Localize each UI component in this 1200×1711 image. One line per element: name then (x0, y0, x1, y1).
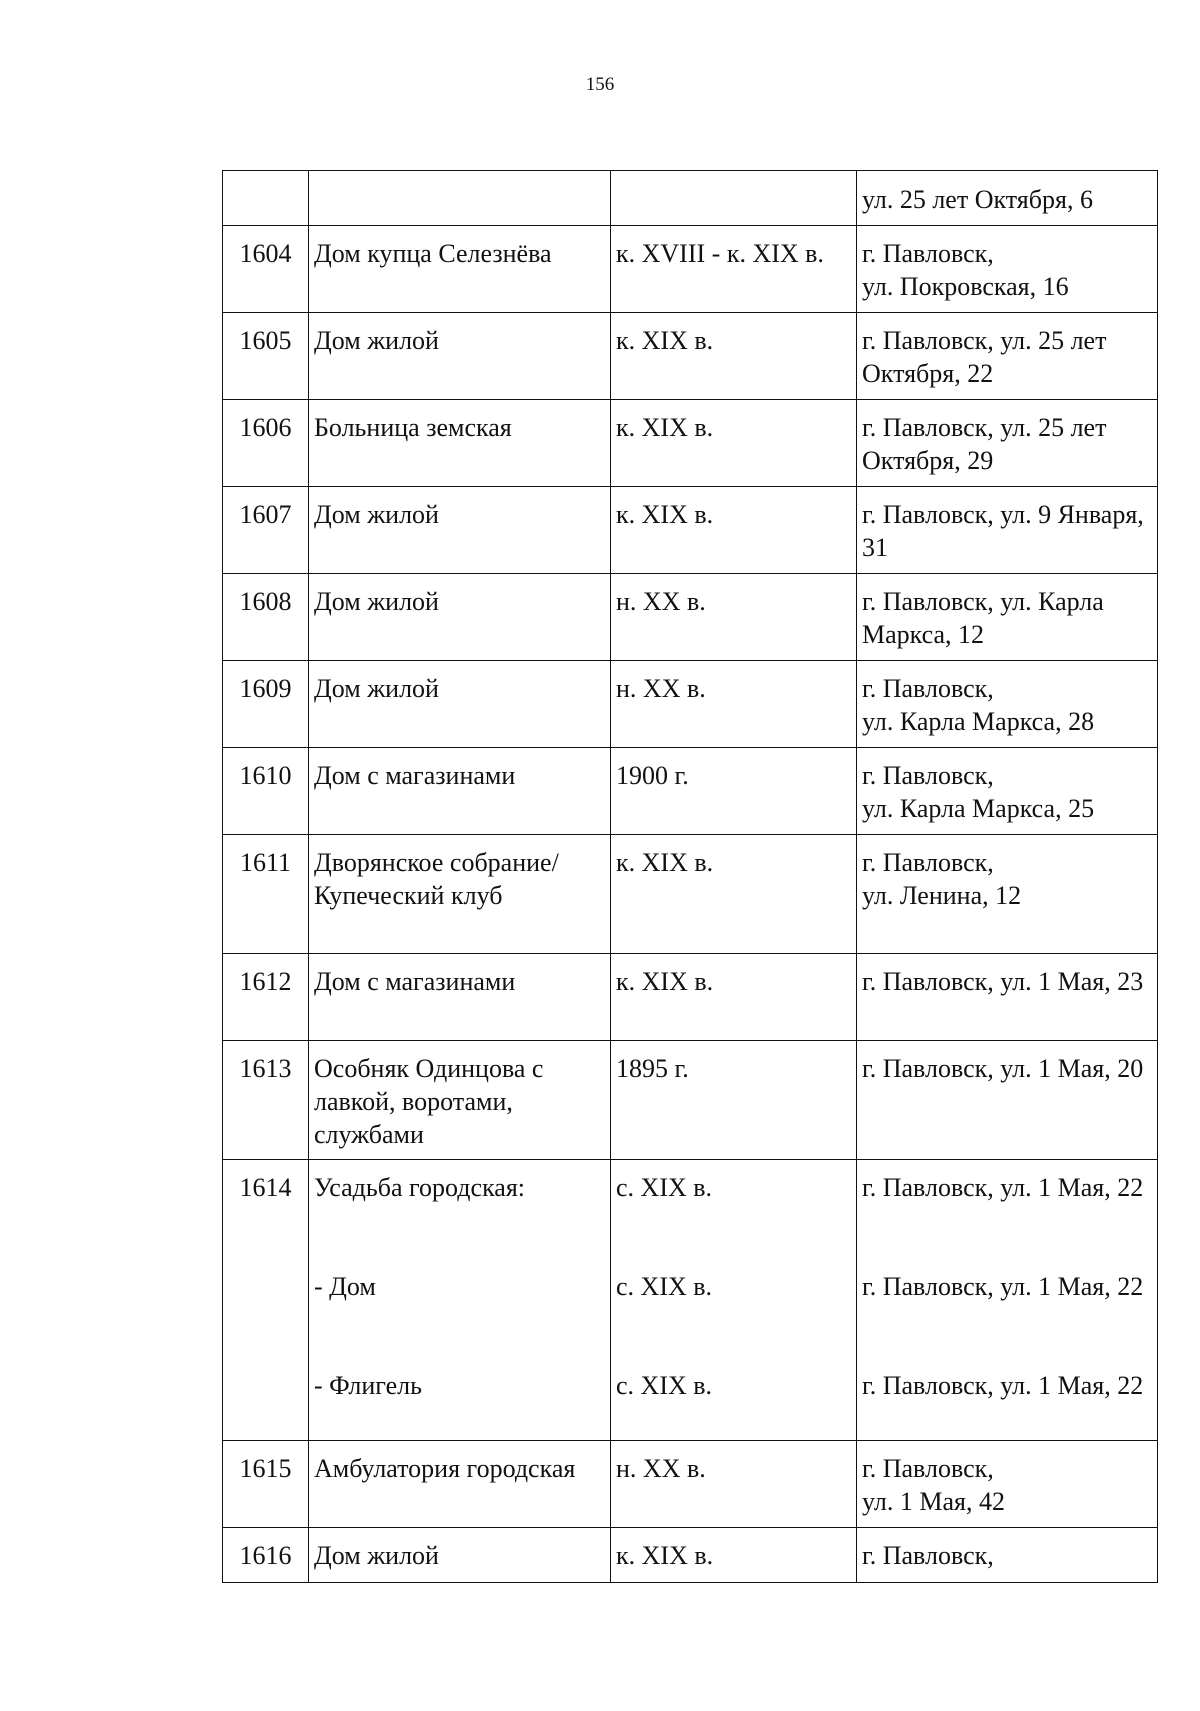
sub-item-address: г. Павловск, ул. 1 Мая, 22 (862, 1272, 1144, 1301)
cell-number: 1608 (223, 574, 309, 661)
cell-date: н. XX в. (611, 1441, 857, 1528)
table-row (223, 487, 1158, 574)
table-row (223, 313, 1158, 400)
table-row (223, 748, 1158, 835)
cell-name: Больница земская (309, 400, 611, 487)
cell-date: к. XIX в. (611, 835, 857, 954)
cell-number: 1612 (223, 954, 309, 1041)
cell-date: 1900 г. (611, 748, 857, 835)
cell-number: 1610 (223, 748, 309, 835)
cell-date (611, 1160, 857, 1441)
cell-address: ул. 25 лет Октября, 6 (857, 171, 1158, 226)
page-number: 156 (585, 74, 615, 95)
cell-date: к. XIX в. (611, 1528, 857, 1583)
cell-name: Дворянское собрание/Купеческий клуб (309, 835, 611, 954)
table-row (223, 171, 1158, 226)
table-row (223, 574, 1158, 661)
cell-date: к. XVIII - к. XIX в. (611, 226, 857, 313)
cell-number (223, 171, 309, 226)
table-row (223, 400, 1158, 487)
cell-number: 1616 (223, 1528, 309, 1583)
sub-item-name: Усадьба городская: (314, 1173, 526, 1202)
table-row (223, 1041, 1158, 1160)
cell-name (309, 171, 611, 226)
cell-name: Дом жилой (309, 313, 611, 400)
cell-address: г. Павловск, ул. Покровская, 16 (857, 226, 1158, 313)
sub-item-date: с. XIX в. (616, 1272, 713, 1301)
cell-name: Амбулатория городская (309, 1441, 611, 1528)
table-row (223, 1528, 1158, 1583)
cell-name: Дом жилой (309, 1528, 611, 1583)
sub-item-date: с. XIX в. (616, 1371, 713, 1400)
cell-name: Дом купца Селезнёва (309, 226, 611, 313)
cell-date: 1895 г. (611, 1041, 857, 1160)
cell-address: г. Павловск, ул. Карла Маркса, 28 (857, 661, 1158, 748)
cell-number: 1614 (223, 1160, 309, 1441)
sub-item-name: - Дом (314, 1272, 376, 1301)
cell-address: г. Павловск, ул. Карла Маркса, 12 (857, 574, 1158, 661)
cell-name: Особняк Одинцова с лавкой, воротами, службами (309, 1041, 611, 1160)
cell-address: г. Павловск, ул. 9 Января, 31 (857, 487, 1158, 574)
cell-number: 1607 (223, 487, 309, 574)
cell-date: к. XIX в. (611, 313, 857, 400)
sub-item-date: с. XIX в. (616, 1173, 713, 1202)
table-row (223, 954, 1158, 1041)
cell-number: 1605 (223, 313, 309, 400)
cell-number: 1604 (223, 226, 309, 313)
cell-address: г. Павловск, ул. 1 Мая, 23 (857, 954, 1158, 1041)
cell-address: г. Павловск, ул. 1 Мая, 42 (857, 1441, 1158, 1528)
cell-number: 1613 (223, 1041, 309, 1160)
cell-name: Дом с магазинами (309, 748, 611, 835)
cell-address: г. Павловск, ул. 25 лет Октября, 22 (857, 313, 1158, 400)
cell-date (611, 171, 857, 226)
cell-date: к. XIX в. (611, 400, 857, 487)
table-row (223, 661, 1158, 748)
cell-number: 1609 (223, 661, 309, 748)
cell-address: г. Павловск, ул. Ленина, 12 (857, 835, 1158, 954)
cell-date: к. XIX в. (611, 954, 857, 1041)
cell-name (309, 1160, 611, 1441)
table-row (223, 835, 1158, 954)
table-row (223, 226, 1158, 313)
cell-name: Дом жилой (309, 487, 611, 574)
cell-address: г. Павловск, ул. Карла Маркса, 25 (857, 748, 1158, 835)
sub-item-address: г. Павловск, ул. 1 Мая, 22 (862, 1371, 1144, 1400)
sub-item-address: г. Павловск, ул. 1 Мая, 22 (862, 1173, 1144, 1202)
cell-number: 1606 (223, 400, 309, 487)
cell-name: Дом с магазинами (309, 954, 611, 1041)
sub-item-name: - Флигель (314, 1371, 422, 1400)
cell-number: 1611 (223, 835, 309, 954)
cell-name: Дом жилой (309, 574, 611, 661)
cell-address: г. Павловск, (857, 1528, 1158, 1583)
cell-name: Дом жилой (309, 661, 611, 748)
cell-date: н. XX в. (611, 574, 857, 661)
heritage-registry-table (222, 170, 1158, 1583)
cell-date: н. XX в. (611, 661, 857, 748)
cell-number: 1615 (223, 1441, 309, 1528)
cell-address (857, 1160, 1158, 1441)
cell-address: г. Павловск, ул. 25 лет Октября, 29 (857, 400, 1158, 487)
table-row (223, 1441, 1158, 1528)
table-row (223, 1160, 1158, 1441)
cell-address: г. Павловск, ул. 1 Мая, 20 (857, 1041, 1158, 1160)
cell-date: к. XIX в. (611, 487, 857, 574)
